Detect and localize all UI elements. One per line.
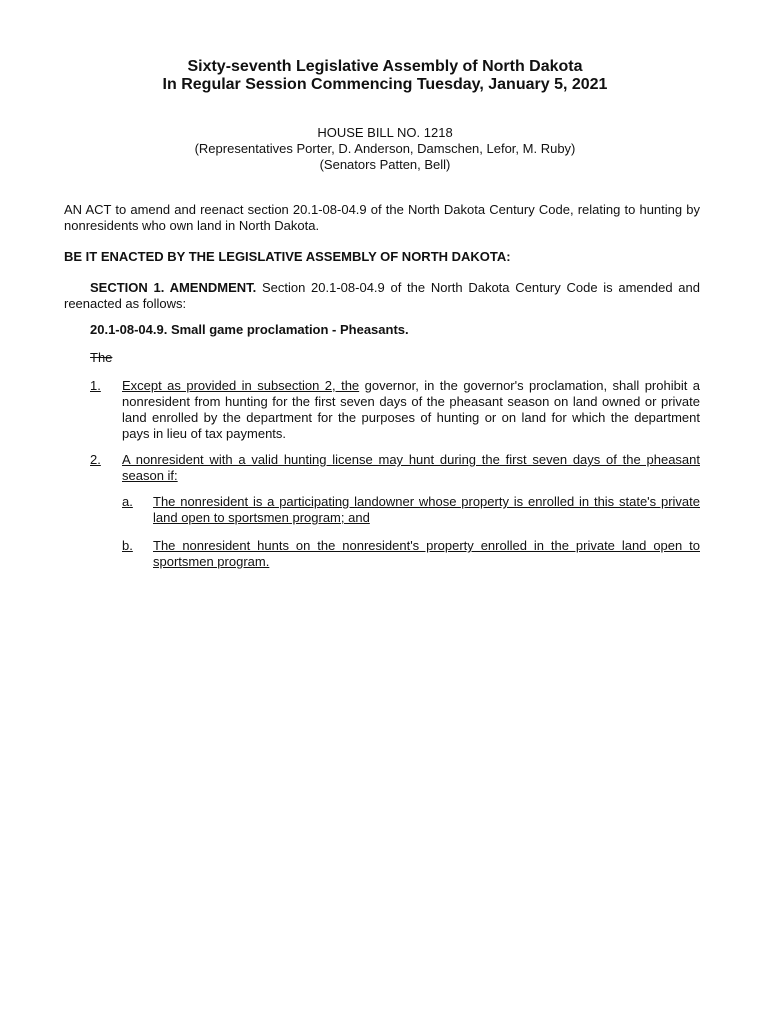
assembly-title: Sixty-seventh Legislative Assembly of North Dakota [187,58,583,75]
section-1-text: Section 20.1-08-04.9 of the North Dakota Century Code is amended and reenacted as follows: [64,280,700,311]
subsection-2-text: A nonresident with a valid hunting license may hunt during the first seven days of the pheasant season if: [122,452,700,483]
session-title: In Regular Session Commencing Tuesday, January 5, 2021 [162,76,608,93]
subsection-2-number: 2. [90,452,101,467]
item-b-text: The nonresident hunts on the nonresident's property enrolled in the private land open to sportsmen program. [153,538,700,569]
item-a-letter: a. [122,494,133,509]
act-description: AN ACT to amend and reenact section 20.1-08-04.9 of the North Dakota Century Code, relating to hunting by nonresidents who own land in North Dakota. [64,202,700,233]
section-1-paragraph [64,280,700,312]
statute-title: 20.1-08-04.9. Small game proclamation - Pheasants. [90,322,409,337]
bill-representatives: (Representatives Porter, D. Anderson, Damschen, Lefor, M. Ruby) [194,141,576,156]
assembly-heading [0,58,770,94]
enacting-clause: BE IT ENACTED BY THE LEGISLATIVE ASSEMBLY OF NORTH DAKOTA: [64,249,511,264]
bill-number: HOUSE BILL NO. 1218 [317,125,453,140]
subsection-1-number: 1. [90,378,101,393]
item-a-text: The nonresident is a participating landowner whose property is enrolled in this state's private land open to sportsmen program; and [153,494,700,525]
section-1-heading: SECTION 1. AMENDMENT. [90,280,257,295]
subsection-1-text [122,378,700,442]
subsection-1-inserted-text: Except as provided in subsection 2, the [122,378,360,393]
item-b-letter: b. [122,538,133,553]
struck-word-the: The [90,350,113,365]
subsection-1-existing-text: governor, in the governor's proclamation, shall prohibit a nonresident from hunting for the first seven days of the pheasant season on land owned or private land enrolled by the department for the purposes of hunting or on land for which the department pays in lieu of tax payments. [122,378,700,441]
bill-senators: (Senators Patten, Bell) [319,157,451,172]
